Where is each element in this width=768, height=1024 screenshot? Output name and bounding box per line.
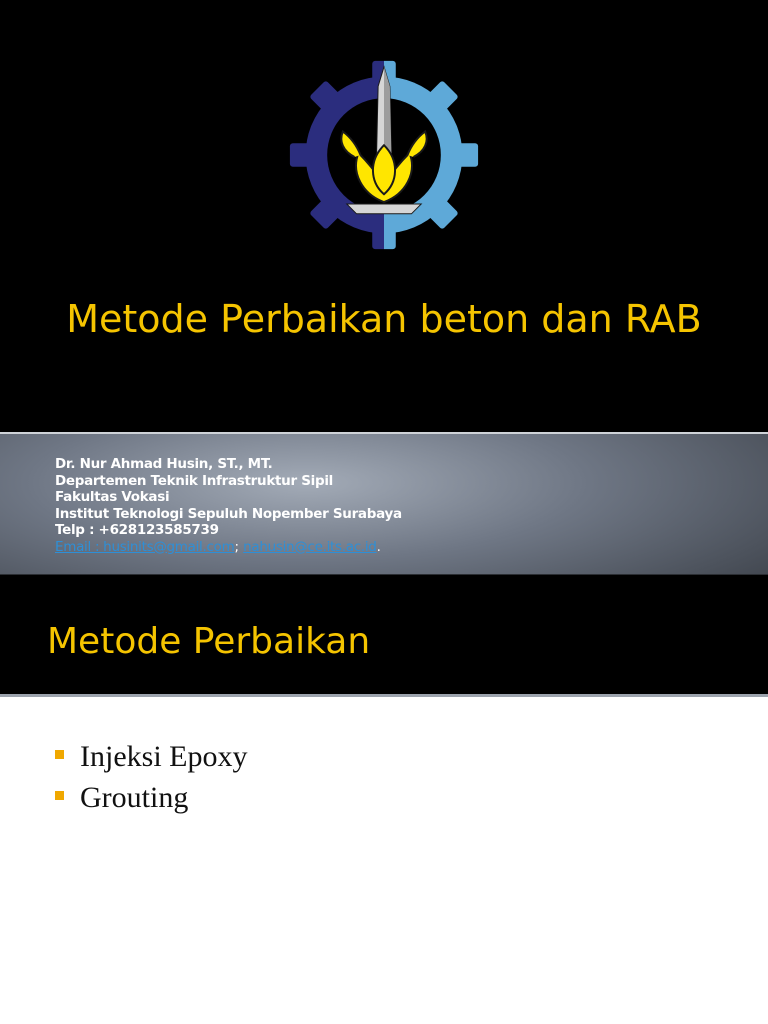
author-institute: Institut Teknologi Sepuluh Nopember Surabaya: [55, 505, 402, 522]
bullet-square-icon: [55, 750, 64, 759]
author-department: Departemen Teknik Infrastruktur Sipil: [55, 472, 334, 489]
email-separator: ;: [234, 538, 239, 555]
presentation-title: Metode Perbaikan beton dan RAB: [66, 297, 702, 341]
author-info-panel: [0, 432, 768, 575]
author-emails: [55, 539, 402, 556]
email-link-2[interactable]: nahusin@ce.its.ac.id: [243, 538, 377, 555]
author-faculty: Fakultas Vokasi: [55, 489, 170, 505]
list-item: [55, 736, 247, 777]
section-title: Metode Perbaikan: [47, 621, 371, 662]
list-item: [55, 777, 247, 818]
author-phone: Telp : +628123585739: [55, 522, 219, 538]
email-link-1[interactable]: Email : husinits@gmail.com: [55, 538, 235, 555]
its-logo-icon: [286, 57, 482, 253]
title-slide: [0, 0, 768, 432]
bullet-list: [55, 736, 247, 818]
author-info: [55, 456, 402, 555]
bullet-text: Grouting: [80, 781, 189, 814]
bullet-square-icon: [55, 791, 64, 800]
email-end: .: [376, 538, 381, 555]
author-name: Dr. Nur Ahmad Husin, ST., MT.: [55, 456, 273, 472]
section-slide-header: [0, 575, 768, 697]
bullet-text: Injeksi Epoxy: [80, 740, 248, 773]
